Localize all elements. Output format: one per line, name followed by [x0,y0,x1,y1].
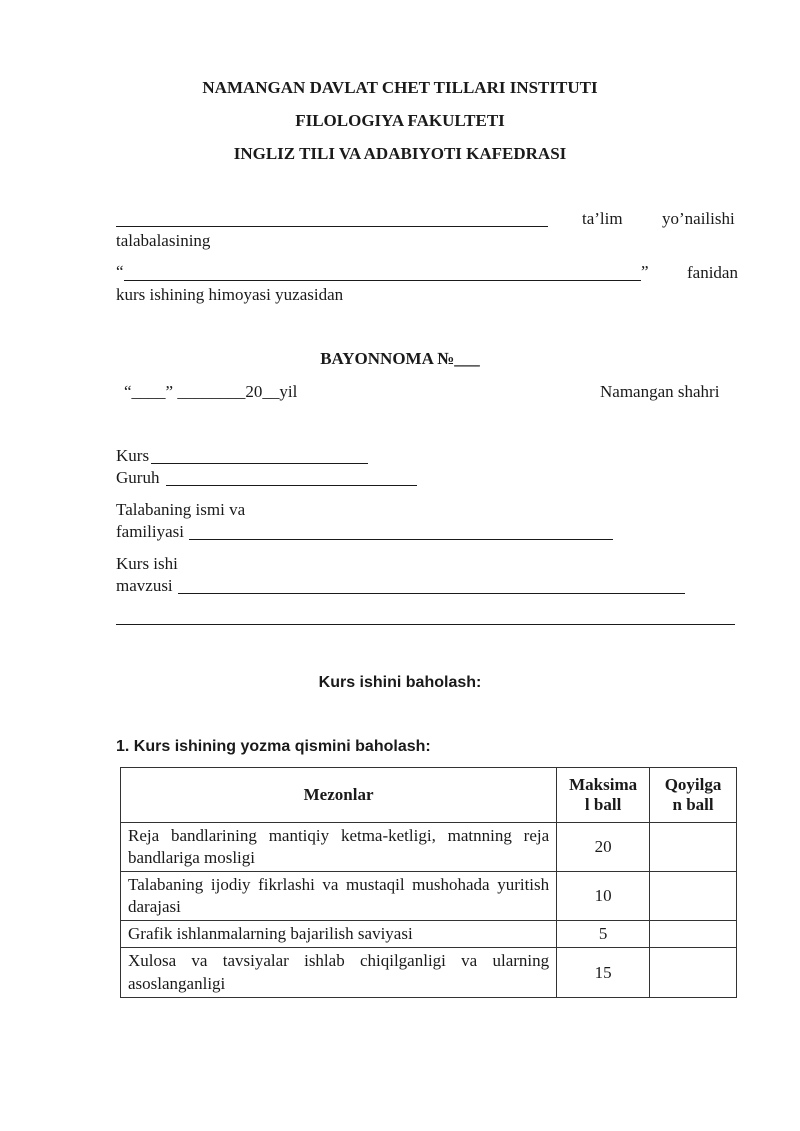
fanidan-word: fanidan [687,263,738,282]
max-score-cell: 20 [557,823,650,872]
given-score-cell[interactable] [650,872,737,921]
direction-blank-line [116,226,548,227]
department-name: INGLIZ TILI VA ADABIYOTI KAFEDRASI [233,144,567,163]
student-name-label-1: Talabaning ismi va [116,500,246,519]
topic-label-1: Kurs ishi [116,554,178,573]
given-score-header: Qoyilga n ball [650,768,737,823]
subject-blank-line [124,280,641,281]
table-row [121,948,737,997]
criterion-cell: Grafik ishlanmalarning bajarilish saviyasi [121,921,557,948]
table-row [121,921,737,948]
criterion-cell: Xulosa va tavsiyalar ishlab chiqilganligi va ularning asoslanganligi [121,948,557,997]
section-subtitle: 1. Kurs ishining yozma qismini baholash: [116,738,431,755]
city-text: Namangan shahri [600,382,720,401]
course-blank-line [151,463,368,464]
topic-blank-line-2 [116,624,735,625]
max-score-header: Maksima l ball [557,768,650,823]
group-label: Guruh [116,468,160,487]
institute-name: NAMANGAN DAVLAT CHET TILLARI INSTITUTI [202,78,598,97]
table-row [121,872,737,921]
max-score-cell: 10 [557,872,650,921]
student-name-label-2: familiyasi [116,522,184,541]
topic-label-2: mavzusi [116,576,173,595]
defense-text: kurs ishining himoyasi yuzasidan [116,285,344,304]
max-score-cell: 15 [557,948,650,997]
criterion-cell: Talabaning ijodiy fikrlashi va mustaqil mushohada yuritish darajasi [121,872,557,921]
max-score-cell: 5 [557,921,650,948]
table-header-row [121,768,737,823]
group-blank-line [166,485,417,486]
yonalishi-word: yo’nailishi [662,209,735,228]
criterion-cell: Reja bandlarining mantiqiy ketma-ketligi, matnning reja bandlariga mosligi [121,823,557,872]
given-score-cell[interactable] [650,921,737,948]
faculty-name: FILOLOGIYA FAKULTETI [295,111,505,130]
talim-word: ta’lim [582,209,623,228]
given-score-cell[interactable] [650,948,737,997]
given-score-cell[interactable] [650,823,737,872]
criteria-header: Mezonlar [121,768,557,823]
table-row [121,823,737,872]
topic-blank-line [178,593,685,594]
talabalasining-word: talabalasining [116,231,211,250]
criteria-table [120,767,737,998]
date-field: “____” ________20__yil [124,382,298,401]
section-title: Kurs ishini baholash: [318,674,482,691]
document-title: BAYONNOMA №___ [320,349,480,368]
close-quote: ” [641,262,649,281]
student-name-blank-line [189,539,613,540]
course-label: Kurs [116,446,150,465]
open-quote: “ [116,262,124,281]
